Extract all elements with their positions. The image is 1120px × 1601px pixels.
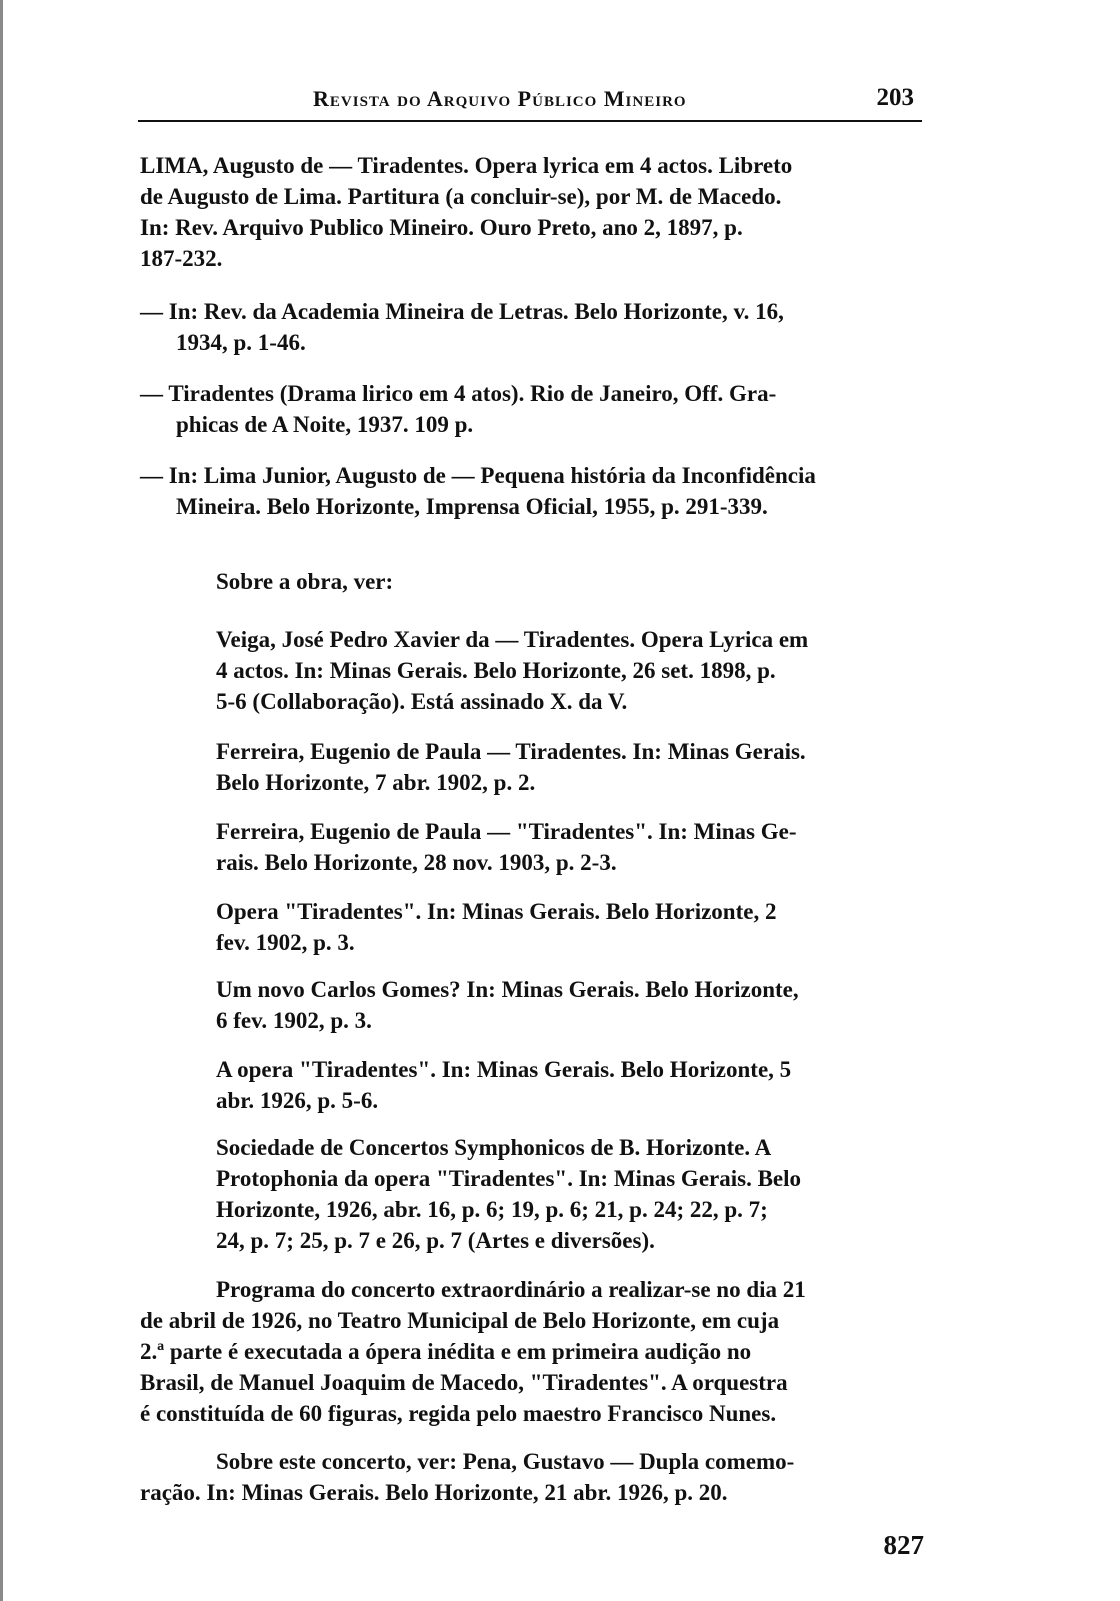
footer-page-number: 827 — [883, 1530, 924, 1560]
entry-line: Veiga, José Pedro Xavier da — Tiradentes. Opera Lyrica em — [216, 627, 809, 652]
entry-line: Sobre a obra, ver: — [216, 569, 394, 594]
header-page-number: 203 — [876, 84, 914, 111]
entry-line: abr. 1926, p. 5-6. — [216, 1088, 379, 1113]
concert-reference-paragraph — [140, 1446, 920, 1508]
entry-line: A opera "Tiradentes". In: Minas Gerais. Belo Horizonte, 5 — [216, 1057, 792, 1082]
entry-line: ração. In: Minas Gerais. Belo Horizonte, 21 abr. 1926, p. 20. — [140, 1480, 728, 1505]
entry-line: rais. Belo Horizonte, 28 nov. 1903, p. 2-3. — [216, 850, 617, 875]
entry-line: de Augusto de Lima. Partitura (a concluir-se), por M. de Macedo. — [140, 184, 782, 209]
scan-binding-edge — [0, 0, 12, 1601]
entry-line: Sobre este concerto, ver: Pena, Gustavo — Dupla comemo- — [216, 1449, 795, 1474]
entry-line: Um novo Carlos Gomes? In: Minas Gerais. Belo Horizonte, — [216, 977, 799, 1002]
entry-line: — In: Rev. da Academia Mineira de Letras. Belo Horizonte, v. 16, — [140, 299, 784, 324]
bibliography-entry-opera-tiradentes — [216, 896, 920, 958]
entry-line: Protophonia da opera "Tiradentes". In: Minas Gerais. Belo — [216, 1166, 802, 1191]
bibliography-entry-drama-lirico — [140, 378, 920, 440]
entry-line: Belo Horizonte, 7 abr. 1902, p. 2. — [216, 770, 536, 795]
entry-line: — In: Lima Junior, Augusto de — Pequena história da Inconfidência — [140, 463, 816, 488]
bibliography-entry-veiga — [216, 624, 920, 717]
entry-line: Opera "Tiradentes". In: Minas Gerais. Belo Horizonte, 2 — [216, 899, 777, 924]
bibliography-entry-ferreira-1902 — [216, 736, 920, 798]
bibliography-entry-ferreira-1903 — [216, 816, 920, 878]
bibliography-entry-sociedade — [216, 1132, 920, 1256]
entry-line: 2.ª parte é executada a ópera inédita e em primeira audição no — [140, 1339, 752, 1364]
entry-line: fev. 1902, p. 3. — [216, 930, 355, 955]
entry-line: é constituída de 60 figuras, regida pelo maestro Francisco Nunes. — [140, 1401, 777, 1426]
bibliography-entry-lima-junior — [140, 460, 920, 522]
entry-line: 187-232. — [140, 246, 223, 271]
entry-line: LIMA, Augusto de — Tiradentes. Opera lyrica em 4 actos. Libreto — [140, 153, 793, 178]
entry-line: 6 fev. 1902, p. 3. — [216, 1008, 372, 1033]
running-header — [138, 86, 922, 122]
bibliography-entry-a-opera — [216, 1054, 920, 1116]
entry-line: Horizonte, 1926, abr. 16, p. 6; 19, p. 6; 21, p. 24; 22, p. 7; — [216, 1197, 768, 1222]
journal-title: Revista do Arquivo Público Mineiro — [313, 86, 687, 111]
entry-line: Mineira. Belo Horizonte, Imprensa Oficial, 1955, p. 291-339. — [176, 494, 768, 519]
entry-line: phicas de A Noite, 1937. 109 p. — [176, 412, 474, 437]
entry-line: Ferreira, Eugenio de Paula — "Tiradentes". In: Minas Ge- — [216, 819, 797, 844]
bibliography-entry-lima — [140, 150, 920, 274]
bibliography-entry-carlos-gomes — [216, 974, 920, 1036]
bibliography-entry-academia — [140, 296, 920, 358]
entry-line: — Tiradentes (Drama lirico em 4 atos). Rio de Janeiro, Off. Gra- — [140, 381, 777, 406]
entry-line: Brasil, de Manuel Joaquim de Macedo, "Tiradentes". A orquestra — [140, 1370, 788, 1395]
entry-line: 24, p. 7; 25, p. 7 e 26, p. 7 (Artes e diversões). — [216, 1228, 655, 1253]
section-intro — [216, 566, 920, 597]
entry-line: In: Rev. Arquivo Publico Mineiro. Ouro Preto, ano 2, 1897, p. — [140, 215, 743, 240]
entry-line: de abril de 1926, no Teatro Municipal de Belo Horizonte, em cuja — [140, 1308, 780, 1333]
entry-line: Sociedade de Concertos Symphonicos de B. Horizonte. A — [216, 1135, 772, 1160]
entry-line: Ferreira, Eugenio de Paula — Tiradentes. In: Minas Gerais. — [216, 739, 806, 764]
entry-line: 4 actos. In: Minas Gerais. Belo Horizonte, 26 set. 1898, p. — [216, 658, 776, 683]
entry-line: 1934, p. 1-46. — [176, 330, 306, 355]
entry-line: Programa do concerto extraordinário a realizar-se no dia 21 — [216, 1277, 806, 1302]
program-paragraph — [140, 1274, 920, 1429]
entry-line: 5-6 (Collaboração). Está assinado X. da V. — [216, 689, 628, 714]
